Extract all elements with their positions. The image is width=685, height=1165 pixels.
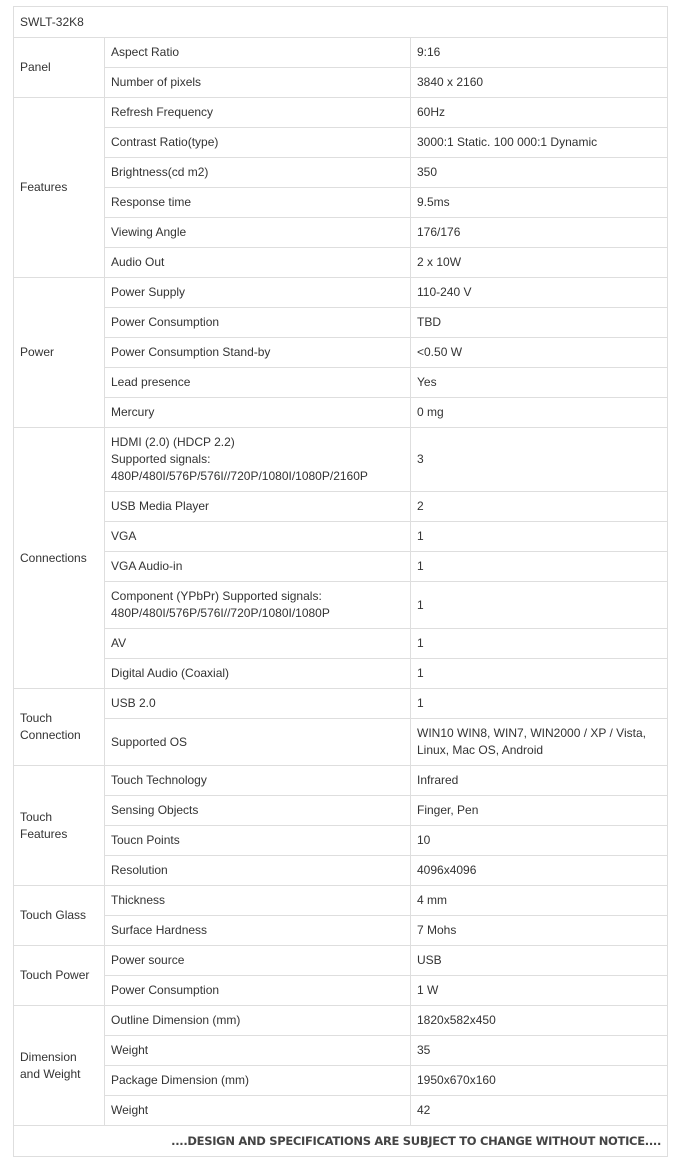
spec-parameter-text: Number of pixels bbox=[111, 75, 202, 89]
spec-value bbox=[411, 856, 668, 886]
spec-value bbox=[411, 492, 668, 522]
spec-parameter bbox=[105, 368, 411, 398]
spec-row bbox=[14, 428, 668, 492]
spec-row bbox=[14, 98, 668, 128]
category-label bbox=[14, 38, 105, 98]
spec-value bbox=[411, 552, 668, 582]
spec-parameter-text: USB Media Player bbox=[111, 499, 210, 513]
category-label bbox=[14, 946, 105, 1006]
spec-parameter-text: Power Consumption bbox=[111, 983, 220, 997]
spec-value-text: 1 W bbox=[417, 983, 439, 997]
spec-value-text: 2 bbox=[417, 499, 424, 513]
spec-row bbox=[14, 492, 668, 522]
spec-row bbox=[14, 218, 668, 248]
spec-value-text: 1 bbox=[417, 696, 424, 710]
spec-row bbox=[14, 128, 668, 158]
title-row bbox=[14, 7, 668, 38]
spec-parameter-text: AV bbox=[111, 636, 127, 650]
spec-value bbox=[411, 916, 668, 946]
category-text: Touch Connection bbox=[20, 711, 81, 742]
spec-row bbox=[14, 38, 668, 68]
spec-parameter bbox=[105, 886, 411, 916]
spec-value bbox=[411, 398, 668, 428]
category-text: Touch Features bbox=[20, 809, 68, 841]
category-label bbox=[14, 766, 105, 886]
spec-value-text: WIN10 WIN8, WIN7, WIN2000 / XP / Vista, Linux, Mac OS, Android bbox=[417, 726, 646, 757]
spec-parameter-text: Digital Audio (Coaxial) bbox=[111, 666, 230, 680]
spec-value-text: 42 bbox=[417, 1103, 431, 1117]
spec-parameter bbox=[105, 826, 411, 856]
spec-value-text: 9.5ms bbox=[417, 195, 450, 209]
spec-row bbox=[14, 68, 668, 98]
spec-parameter bbox=[105, 1006, 411, 1036]
spec-row bbox=[14, 248, 668, 278]
specifications-table bbox=[13, 6, 668, 1157]
spec-parameter bbox=[105, 248, 411, 278]
spec-value bbox=[411, 886, 668, 916]
spec-value bbox=[411, 719, 668, 766]
spec-parameter bbox=[105, 218, 411, 248]
spec-parameter-text: Sensing Objects bbox=[111, 803, 199, 817]
spec-value bbox=[411, 766, 668, 796]
spec-parameter bbox=[105, 278, 411, 308]
spec-value bbox=[411, 1096, 668, 1126]
spec-parameter-text: Mercury bbox=[111, 405, 155, 419]
spec-value-text: 1 bbox=[417, 529, 424, 543]
spec-value bbox=[411, 689, 668, 719]
spec-row bbox=[14, 338, 668, 368]
spec-value bbox=[411, 368, 668, 398]
model-title: SWLT-32K8 bbox=[14, 7, 668, 38]
spec-parameter bbox=[105, 552, 411, 582]
spec-value bbox=[411, 38, 668, 68]
spec-value-text: 10 bbox=[417, 833, 431, 847]
spec-row bbox=[14, 552, 668, 582]
spec-value bbox=[411, 826, 668, 856]
spec-parameter-text: Audio Out bbox=[111, 255, 165, 269]
spec-parameter bbox=[105, 522, 411, 552]
spec-parameter-text: Surface Hardness bbox=[111, 923, 208, 937]
spec-row bbox=[14, 398, 668, 428]
category-text: Power bbox=[20, 345, 55, 359]
spec-value-text: 1820x582x450 bbox=[417, 1013, 496, 1027]
spec-value-text: 110-240 V bbox=[417, 285, 472, 299]
spec-parameter bbox=[105, 398, 411, 428]
spec-value bbox=[411, 1066, 668, 1096]
spec-value-text: TBD bbox=[417, 315, 441, 329]
category-text: Connections bbox=[20, 550, 87, 565]
spec-parameter-text: Power Consumption bbox=[111, 315, 220, 329]
spec-value-text: Infrared bbox=[417, 773, 459, 787]
footer-row bbox=[14, 1126, 668, 1157]
spec-value-text: <0.50 W bbox=[417, 345, 463, 359]
spec-value bbox=[411, 248, 668, 278]
spec-parameter-text: VGA Audio-in bbox=[111, 559, 183, 573]
spec-row bbox=[14, 368, 668, 398]
spec-row bbox=[14, 1006, 668, 1036]
spec-row bbox=[14, 766, 668, 796]
spec-value-text: 0 mg bbox=[417, 405, 444, 419]
category-label bbox=[14, 428, 105, 689]
spec-parameter bbox=[105, 719, 411, 766]
spec-value bbox=[411, 1006, 668, 1036]
spec-value-text: 4 mm bbox=[417, 893, 447, 907]
spec-parameter bbox=[105, 1036, 411, 1066]
category-text: Features bbox=[20, 180, 68, 194]
category-label bbox=[14, 278, 105, 428]
spec-value bbox=[411, 659, 668, 689]
spec-parameter bbox=[105, 308, 411, 338]
spec-value-text: Finger, Pen bbox=[417, 803, 479, 817]
spec-row bbox=[14, 188, 668, 218]
spec-value bbox=[411, 278, 668, 308]
spec-value bbox=[411, 338, 668, 368]
spec-value-text: 3 bbox=[417, 452, 424, 466]
category-text: Dimension and Weight bbox=[20, 1049, 81, 1081]
spec-value-text: Yes bbox=[417, 375, 437, 389]
spec-parameter-text: Power Consumption Stand-by bbox=[111, 345, 271, 359]
spec-value-text: 7 Mohs bbox=[417, 923, 457, 937]
spec-row bbox=[14, 278, 668, 308]
spec-value bbox=[411, 796, 668, 826]
spec-parameter-text: Weight bbox=[111, 1103, 149, 1117]
spec-parameter-text: Response time bbox=[111, 195, 192, 209]
spec-value bbox=[411, 629, 668, 659]
spec-row bbox=[14, 826, 668, 856]
category-text: Touch Power bbox=[20, 968, 90, 982]
spec-value bbox=[411, 218, 668, 248]
spec-value bbox=[411, 582, 668, 629]
spec-value bbox=[411, 188, 668, 218]
spec-parameter-text: Refresh Frequency bbox=[111, 105, 214, 119]
spec-parameter bbox=[105, 1066, 411, 1096]
spec-parameter bbox=[105, 689, 411, 719]
category-text: Touch Glass bbox=[20, 908, 87, 922]
spec-parameter-text: Component (YPbPr) Supported signals: 480P/480I/576P/576I//720P/1080I/1080P bbox=[111, 589, 330, 620]
spec-row bbox=[14, 308, 668, 338]
spec-value-text: 350 bbox=[417, 165, 438, 179]
spec-row bbox=[14, 1066, 668, 1096]
spec-parameter bbox=[105, 629, 411, 659]
spec-parameter-text: Power Supply bbox=[111, 285, 186, 299]
spec-value-text: 60Hz bbox=[417, 105, 446, 119]
spec-parameter-text: Contrast Ratio(type) bbox=[111, 135, 219, 149]
spec-parameter-text: Resolution bbox=[111, 863, 168, 877]
spec-value bbox=[411, 68, 668, 98]
spec-row bbox=[14, 719, 668, 766]
spec-parameter bbox=[105, 976, 411, 1006]
spec-value-text: 1 bbox=[417, 559, 424, 573]
spec-parameter bbox=[105, 338, 411, 368]
spec-parameter bbox=[105, 98, 411, 128]
spec-parameter bbox=[105, 492, 411, 522]
spec-parameter-text: Brightness(cd m2) bbox=[111, 165, 209, 179]
spec-parameter bbox=[105, 428, 411, 492]
spec-parameter bbox=[105, 582, 411, 629]
spec-parameter bbox=[105, 68, 411, 98]
spec-value bbox=[411, 98, 668, 128]
spec-value-text: 3000:1 Static. 100 000:1 Dynamic bbox=[417, 135, 598, 149]
spec-value bbox=[411, 522, 668, 552]
spec-value-text: 1 bbox=[417, 636, 424, 650]
category-label bbox=[14, 98, 105, 278]
spec-parameter bbox=[105, 766, 411, 796]
spec-value-text: USB bbox=[417, 953, 442, 967]
spec-value bbox=[411, 1036, 668, 1066]
spec-parameter bbox=[105, 659, 411, 689]
spec-parameter bbox=[105, 856, 411, 886]
spec-value-text: 9:16 bbox=[417, 45, 441, 59]
spec-row bbox=[14, 916, 668, 946]
spec-parameter bbox=[105, 946, 411, 976]
spec-parameter-text: Viewing Angle bbox=[111, 225, 187, 239]
spec-parameter bbox=[105, 796, 411, 826]
category-label bbox=[14, 689, 105, 766]
spec-row bbox=[14, 976, 668, 1006]
spec-row bbox=[14, 886, 668, 916]
spec-parameter-text: Thickness bbox=[111, 893, 166, 907]
spec-value bbox=[411, 976, 668, 1006]
spec-parameter-text: Package Dimension (mm) bbox=[111, 1073, 250, 1087]
disclaimer-notice: ....DESIGN AND SPECIFICATIONS ARE SUBJECT TO CHANGE WITHOUT NOTICE.... bbox=[14, 1126, 668, 1157]
spec-parameter-text: VGA bbox=[111, 529, 137, 543]
spec-value bbox=[411, 128, 668, 158]
spec-value bbox=[411, 946, 668, 976]
spec-value bbox=[411, 158, 668, 188]
spec-parameter-text: Lead presence bbox=[111, 375, 191, 389]
spec-parameter bbox=[105, 38, 411, 68]
spec-parameter-text: Outline Dimension (mm) bbox=[111, 1013, 241, 1027]
spec-value-text: 4096x4096 bbox=[417, 863, 477, 877]
spec-parameter-text: HDMI (2.0) (HDCP 2.2) Supported signals: 480P/480I/576P/576I//720P/1080I/1080P/2160P bbox=[111, 435, 368, 483]
spec-parameter bbox=[105, 128, 411, 158]
spec-value bbox=[411, 308, 668, 338]
spec-parameter-text: Power source bbox=[111, 953, 185, 967]
category-label bbox=[14, 1006, 105, 1126]
spec-row bbox=[14, 522, 668, 552]
spec-sheet bbox=[13, 6, 667, 1157]
spec-value-text: 176/176 bbox=[417, 225, 461, 239]
category-label bbox=[14, 886, 105, 946]
spec-value-text: 1 bbox=[417, 666, 424, 680]
spec-value-text: 1950x670x160 bbox=[417, 1073, 496, 1087]
spec-parameter bbox=[105, 188, 411, 218]
spec-row bbox=[14, 629, 668, 659]
spec-row bbox=[14, 946, 668, 976]
spec-value-text: 1 bbox=[417, 597, 424, 612]
spec-parameter bbox=[105, 1096, 411, 1126]
spec-value-text: 3840 x 2160 bbox=[417, 75, 484, 89]
spec-value-text: 2 x 10W bbox=[417, 255, 462, 269]
spec-row bbox=[14, 796, 668, 826]
spec-row bbox=[14, 659, 668, 689]
spec-row bbox=[14, 1036, 668, 1066]
spec-value bbox=[411, 428, 668, 492]
spec-row bbox=[14, 1096, 668, 1126]
spec-parameter-text: Toucn Points bbox=[111, 833, 180, 847]
spec-row bbox=[14, 158, 668, 188]
category-text: Panel bbox=[20, 60, 51, 74]
spec-parameter-text: Weight bbox=[111, 1043, 149, 1057]
spec-parameter bbox=[105, 916, 411, 946]
spec-parameter-text: USB 2.0 bbox=[111, 696, 156, 710]
spec-row bbox=[14, 689, 668, 719]
spec-row bbox=[14, 582, 668, 629]
spec-parameter bbox=[105, 158, 411, 188]
spec-parameter-text: Touch Technology bbox=[111, 773, 207, 787]
spec-row bbox=[14, 856, 668, 886]
spec-parameter-text: Supported OS bbox=[111, 734, 188, 749]
spec-parameter-text: Aspect Ratio bbox=[111, 45, 180, 59]
spec-value-text: 35 bbox=[417, 1043, 431, 1057]
